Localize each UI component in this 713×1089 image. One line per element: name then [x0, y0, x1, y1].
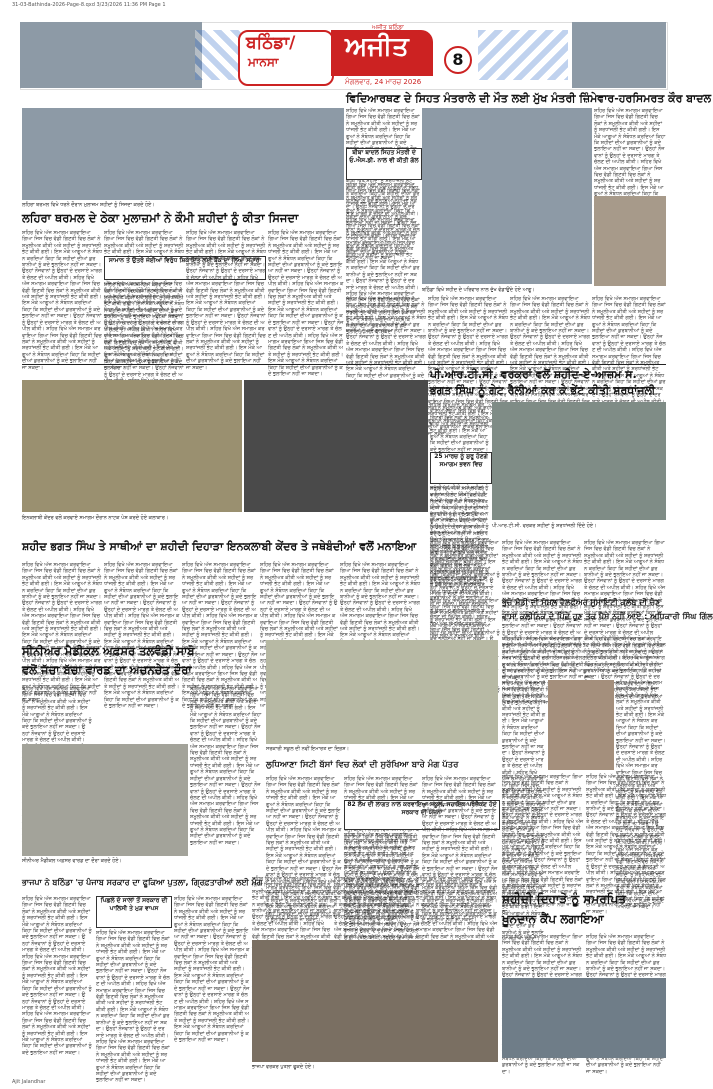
- article-text: [616, 680, 666, 770]
- news-photo: [266, 640, 498, 744]
- news-photo: [502, 978, 666, 1058]
- article-text: [344, 832, 420, 866]
- photo-caption: ਇਨਕਲਾਬੀ ਕੇਂਦਰ ਵਲੋਂ ਕਰਵਾਏ ਸਮਾਗਮ ਦੌਰਾਨ ਨਾਟਕ ਪੇਸ਼ ਕਰਦੇ ਹੋਏ ਕਲਾਕਾਰ।: [22, 515, 169, 521]
- article-text: [22, 230, 102, 360]
- article-text: [346, 182, 420, 292]
- headline: ਲਹਿਰਾ ਥਰਮਲ ਦੇ ਠੇਕਾ ਮੁਲਾਜ਼ਮਾਂ ਨੇ ਕੌਮੀ ਸ਼ਹੀਦਾਂ ਨੂੰ ਕੀਤਾ ਸਿਜਦਾ: [22, 211, 299, 225]
- article-text: [186, 230, 266, 362]
- news-photo: [422, 108, 592, 284]
- city-name-2: ਮਾਨਸਾ: [248, 55, 279, 69]
- article-text: [502, 636, 666, 676]
- article-text: [428, 296, 508, 356]
- headline: ਖ਼ੂਨਦਾਨ ਕੈਂਪ ਲਗਾਇਆ: [502, 912, 604, 926]
- photo-caption: ਭਾਜਪਾ ਵਰਕਰ ਪੁਤਲਾ ਫੂਕਦੇ ਹੋਏ।: [252, 1064, 315, 1070]
- article-text: [22, 562, 102, 634]
- headline: ਪੀ.ਆਰ.ਟੀ.ਸੀ. ਵਰਕਰਾਂ ਵਲੋਂ ਸ਼ਹੀਦ-ਏ-ਆਜ਼ਮ ਸ.: [430, 368, 637, 381]
- article-text: [22, 896, 92, 1046]
- article-text: [96, 930, 170, 1046]
- article-text: [22, 686, 92, 742]
- photo-caption: ਬਠਿੰਡਾ ਵਿਖੇ ਸ਼ਹੀਦ ਦੇ ਪਰਿਵਾਰ ਨਾਲ ਦੁੱਖ ਵੰਡਾਉਂਦੇ ਹੋਏ ਆਗੂ।: [422, 287, 535, 293]
- headline: ਭਾਜਪਾ ਨੇ ਬਠਿੰਡਾ 'ਚ ਪੰਜਾਬ ਸਰਕਾਰ ਦਾ ਫੂਕਿਆ ਪੁਤਲਾ, ਗ੍ਰਿਫ਼ਤਾਰੀਆਂ ਲਈ ਮੰਗ: [22, 878, 263, 887]
- news-photo: [252, 940, 498, 1062]
- photo-caption: ਪੀ.ਆਰ.ਟੀ.ਸੀ. ਵਰਕਰ ਸ਼ਹੀਦਾਂ ਨੂੰ ਸ਼ਰਧਾਂਜਲੀ ਦਿੰਦੇ ਹੋਏ।: [492, 523, 597, 529]
- headline: ਵਾਸਾ ਕਲੀਨਿਕ ਦੇ ਪਿੱਛੇ ਹੁਣ ਤਕ ਪੈਸੇ ਨਹੀਂ ਆਏ : ਅਧਿਕਾਰੀ ਸਿੰਘ ਗਿੱਲ: [502, 612, 713, 621]
- pull-quote-box: ਪਿਛਲੇ ਦੋ ਸਾਲਾਂ ਤੋਂ ਸਰਕਾਰ ਦੀ ਪਾਲਿਸੀ ਤੇ ਮੁੜ ਵਾਪਸ: [96, 896, 172, 928]
- article-text: [422, 776, 498, 866]
- article-text: [502, 680, 546, 770]
- photo-caption: ਸੀਨੀਅਰ ਮੈਡੀਕਲ ਅਫ਼ਸਰ ਵਾਰਡ ਦਾ ਦੌਰਾ ਕਰਦੇ ਹੋਏ।: [22, 858, 122, 864]
- masthead-ornament: [478, 30, 568, 80]
- headline: ਸ਼ਹੀਦ ਭਗਤ ਸਿੰਘ ਤੇ ਸਾਥੀਆਂ ਦਾ ਸ਼ਹੀਦੀ ਦਿਹਾੜਾ ਇਨਕਲਾਬੀ ਕੇਂਦਰ ਤੇ ਜਥੇਬੰਦੀਆਂ ਵਲੋਂ ਮਨਾਇਆ: [22, 540, 417, 553]
- headline: ਲੁਧਿਆਣਾ ਸਿਟੀ ਬੱਸਾਂ ਵਿਚ ਲੋਕਾਂ ਦੀ ਸੁਰੱਖਿਆ ਬਾਰੇ ਮੰਗ ਪੱਤਰ: [266, 760, 459, 770]
- article-text: [346, 108, 420, 144]
- article-text: [510, 296, 590, 356]
- news-photo: [22, 108, 344, 200]
- portrait-photo: [594, 196, 666, 286]
- news-photo: [244, 380, 428, 512]
- paper-name: ਅਜੀਤ: [345, 32, 409, 62]
- headline: ਭਗਤ ਸਿੰਘ ਨੂੰ ਗੇਟ ਰੈਲੀਆਂ ਕਰ ਕੇ ਭੇਂਟ ਕੀਤੀ ਸ਼ਰਧਾਂਜਲੀ: [430, 384, 656, 397]
- news-photo: [22, 380, 242, 512]
- article-text: [502, 934, 584, 974]
- slug-line: 31-03-Bathinda-2026-Page-8.qxd 3/23/2026 11:36 PM Page 1: [12, 2, 166, 8]
- article-text: [104, 230, 184, 250]
- article-text: [334, 876, 414, 936]
- pull-quote-box: 25 ਮਾਰਚ ਨੂੰ ਸ਼ੁਰੂ ਹੋਣਗੇ ਸਮਾਗਮ ਭਵਨ ਵਿਚ: [430, 452, 492, 484]
- article-text: [340, 562, 420, 634]
- article-text: [174, 896, 250, 1046]
- article-text: [502, 774, 584, 884]
- portrait-photo: [548, 680, 614, 770]
- article-text: [266, 776, 342, 866]
- photo-caption: ਲਹਿਰਾ ਥਰਮਲ ਵਿਖੇ ਧਰਨੇ ਦੌਰਾਨ ਮੁਲਾਜ਼ਮ ਸ਼ਹੀਦਾਂ ਨੂੰ ਸਿਜਦਾ ਕਰਦੇ ਹੋਏ।: [22, 202, 155, 208]
- headline: ਸੀਨੀਅਰ ਮੈਡੀਕਲ ਅਫ਼ਸਰ ਤਲਵੰਡੀ ਸਾਬੋ: [22, 644, 195, 658]
- photo-caption: ਸਰਕਾਰੀ ਸਕੂਲ ਦੀ ਨਵੀਂ ਇਮਾਰਤ ਦਾ ਦ੍ਰਿਸ਼।: [266, 746, 349, 752]
- article-text: [502, 540, 582, 594]
- article-text: [430, 486, 490, 530]
- footer: Ajit Jalandhar: [12, 1079, 46, 1085]
- headline: ਸ਼ਹੀਦੀ ਦਿਹਾੜੇ ਨੂੰ ਸਮਰਪਿਤ: [502, 892, 626, 906]
- pull-quote-box: ਬੀਬਾ ਬਾਦਲ ਸਿਹਤ ਮੰਤਰੀ ਦੇ ਓ.ਐਸ.ਡੀ. ਨਾਲ ਵੀ ਕੀਤੀ ਗੱਲ: [346, 148, 422, 180]
- headline: ਵਲੋਂ ਜੱਚਾ ਬੱਚਾ ਵਾਰਡ ਦਾ ਅਚਨਚੇਤ ਦੌਰਾ: [22, 663, 192, 677]
- pull-quote-box: 82 ਲੱਖ ਦੀ ਲਾਗਤ ਨਾਲ ਕਰਵਾਇਆ ਸਕੂਲ, ਸਹਾਇਕ ਪਰੋਜੈਕਟ ਹੋਏ ਸਰਕਾਰ ਦੀ ਯੋਜਨਾ: [344, 800, 500, 830]
- article-text: [592, 296, 666, 356]
- date: ਮੰਗਲਵਾਰ, 24 ਮਾਰਚ 2026: [345, 78, 422, 86]
- page-number: 8: [444, 46, 472, 74]
- article-text: [584, 540, 666, 594]
- headline: ਵਿਦਿਆਰਥਣ ਦੇ ਸਿਹਤ ਮੰਤਰਾਲੇ ਦੀ ਮੌਤ ਲਈ ਮੁੱਖ ਮੰਤਰੀ ਜ਼ਿੰਮੇਵਾਰ-ਹਰਸਿਮਰਤ ਕੌਰ ਬਾਦਲ: [346, 92, 712, 105]
- article-text: [182, 562, 258, 634]
- news-photo: [22, 744, 188, 856]
- article-text: [104, 282, 184, 362]
- article-text: [586, 774, 666, 884]
- article-text: [430, 402, 490, 450]
- article-text: [260, 562, 338, 634]
- divider: [22, 364, 666, 365]
- masthead-photo-left: [20, 22, 202, 88]
- article-text: [346, 296, 426, 356]
- pull-quote-box: ਸਾਮਾਨ ਤੇ ਉਤਰੋ ਜੇਈਆਂ ਵਿਰੁੱਧ ਸ਼ਿਕਾਇਤ ਲਈ ਬੈਂਕ ਦਾ ਲਿਆ ਸਹਾਰਾ: [104, 256, 266, 280]
- city-name-1: ਬਠਿੰਡਾ/: [246, 33, 296, 53]
- article-text: [586, 934, 666, 974]
- headline: ਭੁੱਚੋ ਮੰਡੀ ਦੀ ਸੋਸ਼ਲ ਵੈਲਫੇਅਰ ਸੁਸਾਇਟੀ ਕਲੱਬ ਦੀ ਚੋਣ: [502, 598, 661, 607]
- masthead-photo-right: [572, 22, 666, 88]
- article-text: [344, 776, 420, 796]
- article-text: [252, 876, 332, 936]
- article-text: [416, 876, 498, 936]
- article-text: [104, 562, 180, 634]
- news-photo: [492, 402, 666, 520]
- article-text: [430, 540, 500, 636]
- paper-tag: ਅਜੀਤ ਬਠਿੰਡਾ: [372, 24, 404, 31]
- article-text: [268, 230, 344, 362]
- article-text: [190, 686, 262, 866]
